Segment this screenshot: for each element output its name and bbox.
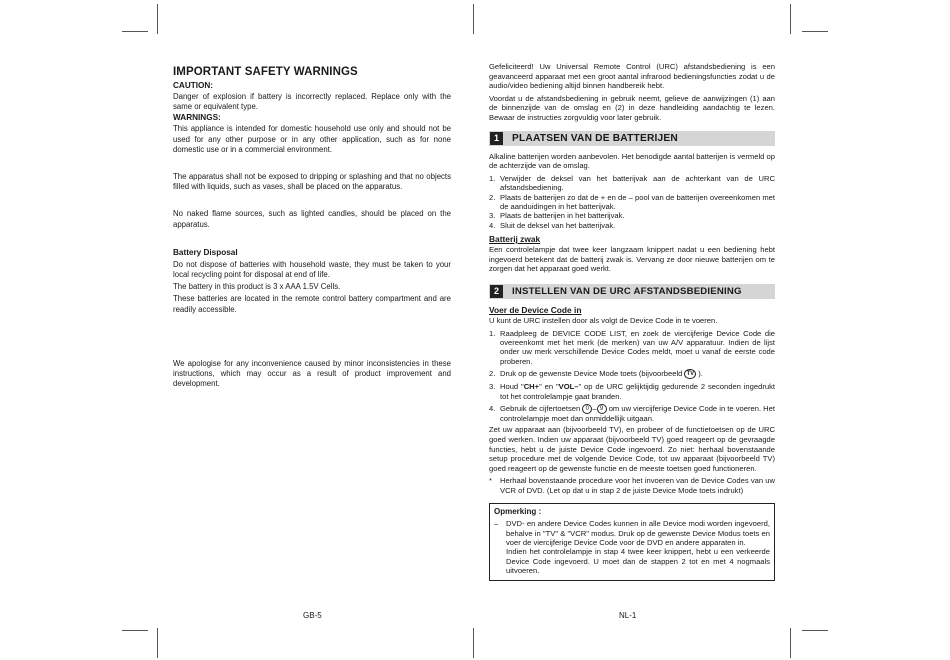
list-item: 2. Druk op de gewenste Device Mode toets (bijvoorbeeld TV ). [489, 369, 703, 379]
crop-mark [790, 628, 791, 658]
crop-mark [157, 628, 158, 658]
battery-disposal-text: Do not dispose of batteries with household waste, they must be taken to your local recycling point for disposal at end of life. [173, 259, 451, 280]
verify-paragraph: Zet uw apparaat aan (bijvoorbeeld TV), en probeer of de functietoetsen op de URC goed werken. Indien uw apparaat (bijvoorbeeld TV) goed reageert op de gevraagde functies, hebt u de juiste Device Code ingevoerd. Zo niet: herhaal bovenstaande setup procedure met de volgende Device Code, tot uw apparaat (bijvoorbeeld TV) goed reageert op de gewenste functie en de meeste toetsen goed functioneren. [489, 425, 775, 473]
section-title: PLAATSEN VAN DE BATTERIJEN [512, 132, 678, 144]
list-item: 4. Gebruik de cijfertoetsen 0 – 9 om uw viercijferige Device Code in te voeren. Het controlelampje moet dan onmiddellijk uitgaan. [489, 404, 775, 423]
battery-weak-text: Een controlelampje dat twee keer langzaam knippert nadat u een bediening hebt ingevoerd betekent dat de batterij zwak is. Vervang ze door nieuwe batterijen om te zorgen dat het apparaat goed werkt. [489, 245, 775, 274]
crop-mark [122, 31, 148, 32]
section-number: 2 [490, 285, 503, 298]
caution-heading: CAUTION: [173, 81, 214, 90]
crop-mark [122, 630, 148, 631]
battery-steps [489, 174, 775, 230]
section-number: 1 [490, 132, 503, 145]
note-heading: Opmerking : [494, 507, 542, 517]
page-number-right: NL-1 [619, 611, 637, 620]
note-text: Indien het controlelampje in stap 4 twee keer knippert, hebt u een verkeerde Device Code ingevoerd. U moet dan de stappen 2 tot en met 4 nogmaals uitvoeren. [506, 547, 770, 576]
list-item: 4. Sluit de deksel van het batterijvak. [489, 220, 616, 230]
right-page [489, 62, 775, 581]
crop-mark [802, 630, 828, 631]
battery-intro: Alkaline batterijen worden aanbevolen. Het benodigde aantal batterijen is vermeld op de achterzijde van de omslag. [489, 151, 775, 171]
list-item: 2. Plaats de batterijen zo dat de + en de – pool van de batterijen overeenkomen met de aanduidingen in het batterijvak. [489, 192, 775, 211]
note-box [489, 503, 775, 580]
crop-mark [473, 4, 474, 34]
intro-paragraph: Gefeliciteerd! Uw Universal Remote Control (URC) afstandsbediening is een geavanceerd apparaat met een groot aantal infrarood bedieningsfuncties zodat u de audio/video bediening altijd binnen handbereik hebt. [489, 62, 775, 91]
warning-flame: No naked flame sources, such as lighted candles, should be placed on the apparatus. [173, 209, 451, 229]
warning-domestic: This appliance is intended for domestic household use only and should not be used for any other purpose or in any other application, such as for none domestic use or in a commercial environment. [173, 124, 451, 154]
device-code-heading: Voer de Device Code in [489, 304, 582, 315]
intro-instructions: Voordat u de afstandsbediening in gebruik neemt, gelieve de aanwijzingen (1) aan de binnenzijde van de omslag en (2) in deze handleiding aandachtig te lezen. Bewaar de instructies zorgvuldig voor later gebruik. [489, 93, 775, 122]
crop-mark [157, 4, 158, 34]
repeat-note [489, 476, 775, 495]
digit-0-icon: 0 [582, 404, 592, 414]
crop-mark [802, 31, 828, 32]
safety-title: IMPORTANT SAFETY WARNINGS [173, 66, 358, 78]
warnings-heading: WARNINGS: [173, 113, 221, 123]
battery-disposal-heading: Battery Disposal [173, 247, 238, 257]
caution-text: Danger of explosion if battery is incorrectly replaced. Replace only with the same or equivalent type. [173, 92, 451, 112]
digit-9-icon: 9 [597, 404, 607, 414]
note-text: DVD- en andere Device Codes kunnen in alle Device modi worden ingevoerd, behalve in "TV" & "VCR" modus. Druk op de gewenste Device Modus toets en voer de viercijferige Device Code voor de DVD en andere apparaten in. [506, 519, 770, 547]
battery-weak-heading: Batterij zwak [489, 234, 541, 245]
note-body: – DVD- en andere Device Codes kunnen in alle Device modi worden ingevoerd, behalve in "TV" & "VCR" modus. Druk op de gewenste Device Modus toets en voer de viercijferige Device Code voor de DVD en andere apparaten in. Indien het controlelampje in stap 4 twee keer knippert, hebt u een verkeerde Device Code ingevoerd. U moet dan de stappen 2 tot en met 4 nogmaals uitvoeren. [494, 519, 770, 576]
section-1-header [489, 131, 775, 146]
list-item: * Herhaal bovenstaande procedure voor het invoeren van de Device Codes van uw VCR of DVD. (Let op dat u in stap 2 de juiste Device Mode toets indrukt) [489, 476, 775, 495]
crop-mark [473, 628, 474, 658]
section-2-header [489, 284, 775, 299]
battery-location-text: These batteries are located in the remote control battery compartment and are readily accessible. [173, 294, 451, 314]
tv-button-icon: TV [686, 371, 695, 378]
list-item: 1. Raadpleeg de DEVICE CODE LIST, en zoek de viercijferige Device Code die overeenkomt met het merk (de merken) van uw A/V apparatuur. Indien de lijst onder uw merk verschillende Device Codes meldt, moet u vanaf de eerste code proberen. [489, 328, 775, 366]
section-title: INSTELLEN VAN DE URC AFSTANDSBEDIENING [512, 285, 742, 297]
apology-text: We apologise for any inconvenience caused by minor inconsistencies in these instructions, which may occur as a result of product improvement and development. [173, 358, 451, 389]
battery-type-text: The battery in this product is 3 x AAA 1.5V Cells. [173, 282, 341, 292]
list-item: 3. Plaats de batterijen in het batterijvak. [489, 211, 625, 221]
crop-mark [790, 4, 791, 34]
page-number-left: GB-5 [303, 611, 322, 620]
device-code-steps [489, 329, 775, 424]
device-code-intro: U kunt de URC instellen door als volgt de Device Code in te voeren. [489, 315, 718, 325]
list-item: 3. Houd "CH+" en "VOL–" op de URC gelijktijdig gedurende 2 seconden ingedrukt tot het controlelampje gaat branden. [489, 382, 775, 401]
list-item: 1. Verwijder de deksel van het batterijvak aan de achterkant van de URC afstandsbediening. [489, 173, 775, 193]
warning-liquids: The apparatus shall not be exposed to dripping or splashing and that no objects filled with liquids, such as vases, shall be placed on the apparatus. [173, 172, 451, 192]
left-page [173, 62, 451, 389]
